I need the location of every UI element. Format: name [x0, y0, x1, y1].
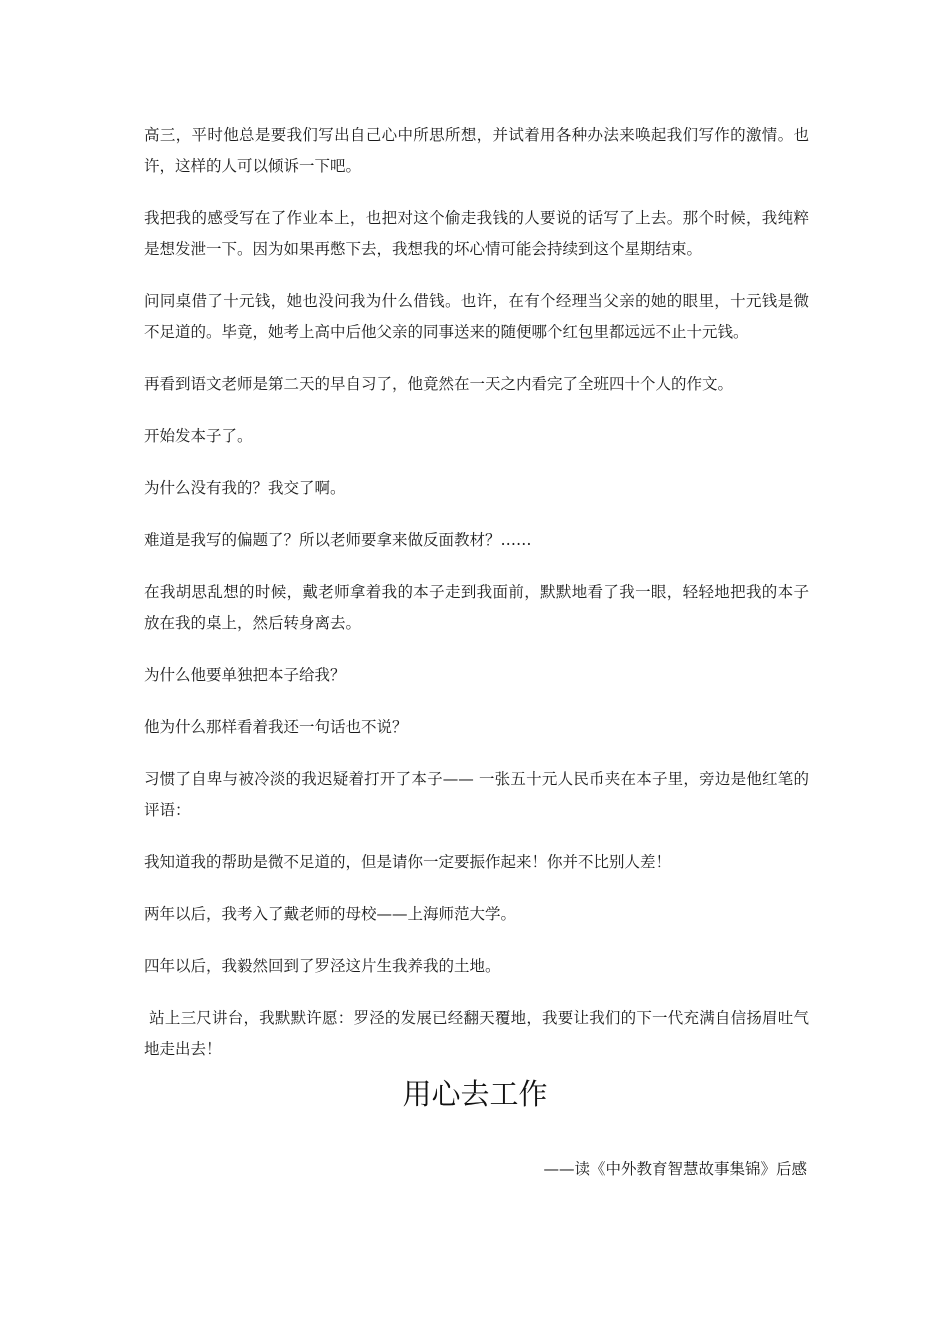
paragraph: 四年以后，我毅然回到了罗泾这片生我养我的土地。	[144, 957, 501, 975]
paragraph: 我知道我的帮助是微不足道的，但是请你一定要振作起来！你并不比别人差！	[144, 853, 672, 871]
paragraph: 两年以后，我考入了戴老师的母校——上海师范大学。	[144, 905, 517, 923]
paragraph: 我把我的感受写在了作业本上，也把对这个偷走我钱的人要说的话写了上去。那个时候，我纯粹是想发泄一下。因为如果再憋下去，我想我的坏心情可能会持续到这个星期结束。	[144, 209, 809, 258]
paragraph: 他为什么那样看着我还一句话也不说？	[144, 718, 408, 736]
paragraph: 为什么他要单独把本子给我？	[144, 666, 346, 684]
paragraph: 再看到语文老师是第二天的早自习了，他竟然在一天之内看完了全班四十个人的作文。	[144, 375, 734, 393]
paragraph: 站上三尺讲台，我默默许愿：罗泾的发展已经翻天覆地，我要让我们的下一代充满自信扬眉吐气地走出去！	[144, 1009, 809, 1058]
paragraph: 高三，平时他总是要我们写出自己心中所思所想，并试着用各种办法来唤起我们写作的激情。也许，这样的人可以倾诉一下吧。	[144, 126, 809, 175]
paragraph: 在我胡思乱想的时候，戴老师拿着我的本子走到我面前，默默地看了我一眼，轻轻地把我的本子放在我的桌上，然后转身离去。	[144, 583, 809, 632]
paragraph: 问同桌借了十元钱，她也没问我为什么借钱。也许，在有个经理当父亲的她的眼里，十元钱是微不足道的。毕竟，她考上高中后他父亲的同事送来的随便哪个红包里都远远不止十元钱。	[144, 292, 809, 341]
paragraph: 难道是我写的偏题了？所以老师要拿来做反面教材？……	[144, 531, 532, 549]
paragraph: 习惯了自卑与被冷淡的我迟疑着打开了本子—— 一张五十元人民币夹在本子里，旁边是他红笔的评语：	[144, 770, 809, 819]
body-text	[144, 120, 809, 1086]
paragraph: 为什么没有我的？我交了啊。	[144, 479, 346, 497]
article-title: 用心去工作	[402, 1077, 548, 1111]
paragraph: 开始发本子了。	[144, 427, 253, 445]
article-subtitle: ——读《中外教育智慧故事集锦》后感	[543, 1160, 807, 1178]
